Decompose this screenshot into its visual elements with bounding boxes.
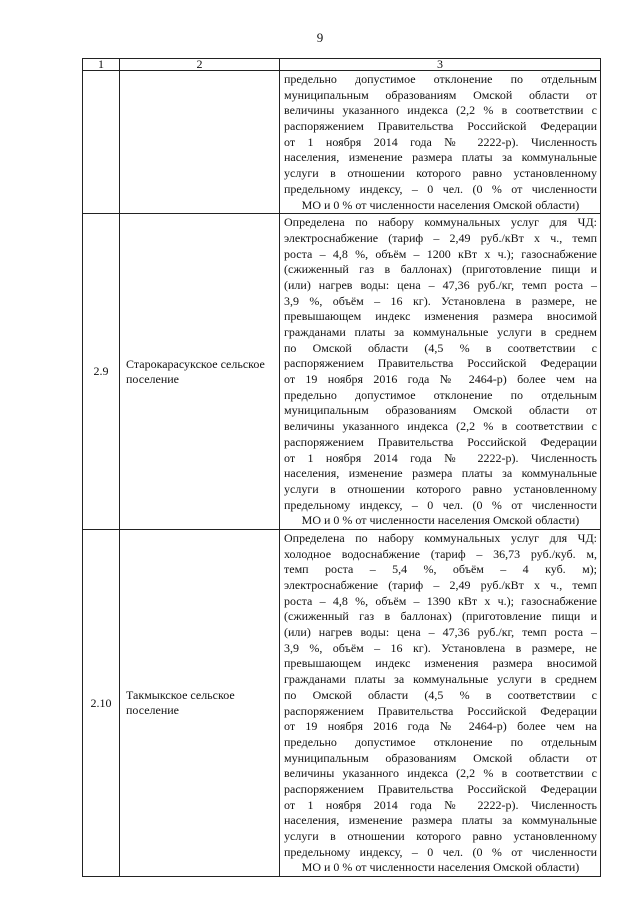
description-line: (или) нагрев воды: цена – 47,36 руб./кг, темп роста – bbox=[284, 277, 597, 292]
row-number bbox=[83, 71, 120, 214]
description-line: от 19 ноября 2016 года № 2464-р) более чем на bbox=[284, 372, 597, 387]
description-line: муниципальным образованиям Омской области от bbox=[284, 750, 597, 765]
description-line: величины указанного индекса (2,2 % в соответствии с bbox=[284, 103, 597, 118]
description-line: предельному индексу, – 0 чел. (0 % от численности bbox=[284, 844, 597, 859]
table-row bbox=[83, 71, 601, 214]
description-line: от 19 ноября 2016 года № 2464-р) более чем на bbox=[284, 719, 597, 734]
description-line: по Омской области (4,5 % в соответствии с bbox=[284, 687, 597, 702]
description-line: распоряжением Правительства Российской Федерации bbox=[284, 434, 597, 449]
description-line: от 1 ноября 2014 года № 2222-р). Численность bbox=[284, 134, 597, 149]
description-line: предельно допустимое отклонение по отдельным bbox=[284, 387, 597, 402]
table-header-row bbox=[83, 59, 601, 71]
description-line: услуги в отношении которого равно установленному bbox=[284, 481, 597, 496]
description-line: населения, изменение размера платы за коммунальные bbox=[284, 813, 597, 828]
column-header-3: 3 bbox=[280, 59, 601, 71]
description-line: предельно допустимое отклонение по отдельным bbox=[284, 72, 597, 86]
description-line: Определена по набору коммунальных услуг для ЧД: bbox=[284, 215, 597, 230]
description-line: Определена по набору коммунальных услуг для ЧД: bbox=[284, 530, 597, 545]
description-line: распоряжением Правительства Российской Федерации bbox=[284, 119, 597, 134]
table-row bbox=[83, 529, 601, 876]
description-line: величины указанного индекса (2,2 % в соответствии с bbox=[284, 766, 597, 781]
description-line: предельному индексу, – 0 чел. (0 % от численности bbox=[284, 181, 597, 196]
description-line: распоряжением Правительства Российской Федерации bbox=[284, 703, 597, 718]
description-line: роста – 4,8 %, объём – 1200 кВт х ч.); газоснабжение bbox=[284, 246, 597, 261]
description-line: (сжиженный газ в баллонах) (приготовление пищи и bbox=[284, 262, 597, 277]
column-header-2: 2 bbox=[120, 59, 280, 71]
description-line: МО и 0 % от численности населения Омской области) bbox=[301, 513, 580, 528]
page-number: 9 bbox=[316, 30, 324, 45]
data-table bbox=[82, 58, 601, 877]
description-line: 3,9 %, объём – 16 кг). Установлена в размере, не bbox=[284, 640, 597, 655]
row-description bbox=[280, 214, 601, 530]
description-line: распоряжением Правительства Российской Федерации bbox=[284, 781, 597, 796]
description-line: предельному индексу, – 0 чел. (0 % от численности bbox=[284, 497, 597, 512]
description-line: предельно допустимое отклонение по отдельным bbox=[284, 734, 597, 749]
description-line: (или) нагрев воды: цена – 47,36 руб./кг, темп роста – bbox=[284, 625, 597, 640]
municipality-name: Такмыкское сельское поселение bbox=[120, 529, 280, 876]
description-line: роста – 4,8 %, объём – 1390 кВт х ч.); газоснабжение bbox=[284, 593, 597, 608]
description-line: МО и 0 % от численности населения Омской области) bbox=[301, 860, 580, 875]
municipality-name bbox=[120, 71, 280, 214]
description-line: 3,9 %, объём – 16 кг). Установлена в размере, не bbox=[284, 293, 597, 308]
description-line: населения, изменение размера платы за коммунальные bbox=[284, 466, 597, 481]
description-line: превышающем индекс изменения размера вносимой bbox=[284, 656, 597, 671]
description-line: населения, изменение размера платы за коммунальные bbox=[284, 150, 597, 165]
description-line: гражданами платы за коммунальные услуги в среднем bbox=[284, 325, 597, 339]
description-line: превышающем индекс изменения размера вносимой bbox=[284, 309, 597, 324]
description-line: муниципальным образованиям Омской области от bbox=[284, 403, 597, 418]
description-line: распоряжением Правительства Российской Федерации bbox=[284, 356, 597, 371]
row-description bbox=[280, 71, 601, 214]
row-number: 2.9 bbox=[83, 214, 120, 530]
description-line: холодное водоснабжение (тариф – 36,73 руб./куб. м, bbox=[284, 546, 597, 561]
description-line: по Омской области (4,5 % в соответствии с bbox=[284, 340, 597, 355]
description-line: электроснабжение (тариф – 2,49 руб./кВт х ч., темп bbox=[284, 578, 597, 592]
table-row bbox=[83, 214, 601, 530]
description-line: величины указанного индекса (2,2 % в соответствии с bbox=[284, 419, 597, 434]
municipality-name: Старокарасукское сельское поселение bbox=[120, 214, 280, 530]
row-number: 2.10 bbox=[83, 529, 120, 876]
description-line: от 1 ноября 2014 года № 2222-р). Численность bbox=[284, 797, 597, 812]
description-line: услуги в отношении которого равно установленному bbox=[284, 829, 597, 843]
description-line: МО и 0 % от численности населения Омской области) bbox=[301, 197, 580, 212]
description-line: (сжиженный газ в баллонах) (приготовление пищи и bbox=[284, 609, 597, 624]
description-line: электроснабжение (тариф – 2,49 руб./кВт х ч., темп bbox=[284, 230, 597, 245]
description-line: от 1 ноября 2014 года № 2222-р). Численность bbox=[284, 450, 597, 465]
description-line: гражданами платы за коммунальные услуги в среднем bbox=[284, 672, 597, 687]
row-description bbox=[280, 529, 601, 876]
description-line: темп роста – 5,4 %, объём – 4 куб. м); bbox=[284, 562, 597, 577]
column-header-1: 1 bbox=[83, 59, 120, 71]
description-line: муниципальным образованиям Омской области от bbox=[284, 87, 597, 102]
description-line: услуги в отношении которого равно установленному bbox=[284, 166, 597, 181]
